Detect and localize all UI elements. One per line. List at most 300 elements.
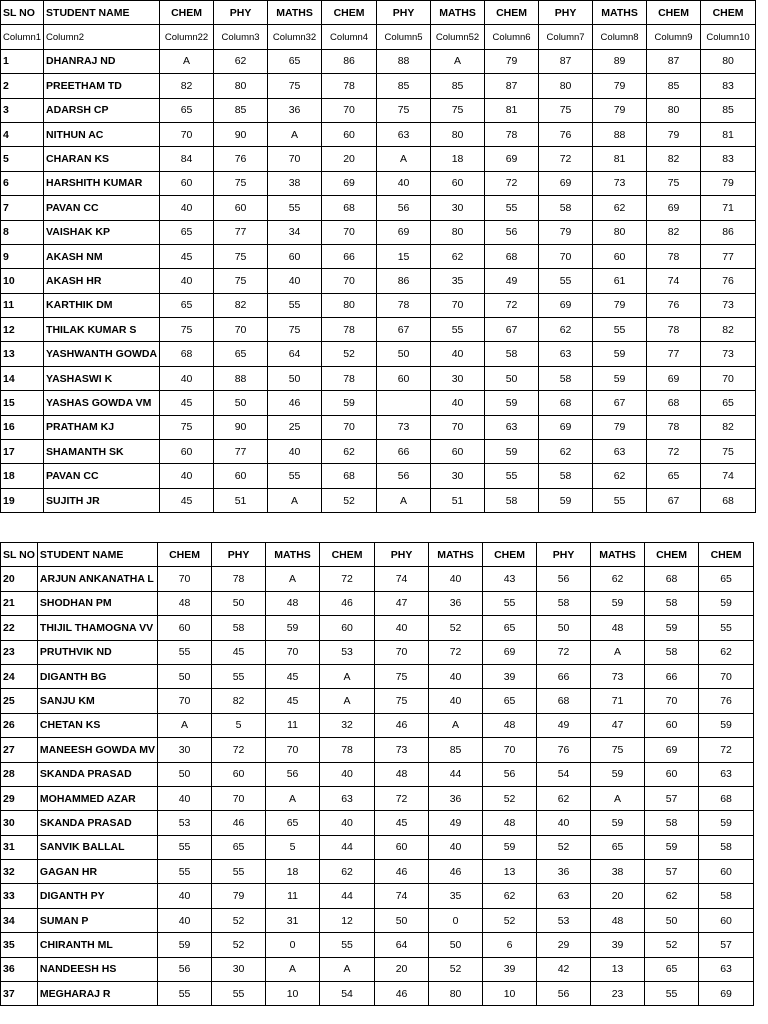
mark-cell: 69 (483, 640, 537, 664)
student-name-cell: CHETAN KS (37, 713, 157, 737)
mark-cell: 68 (160, 342, 214, 366)
mark-cell: 59 (645, 835, 699, 859)
mark-cell (377, 391, 431, 415)
table-row (1, 74, 756, 98)
mark-cell: 78 (320, 738, 375, 762)
mark-cell: 12 (320, 908, 375, 932)
mark-cell: 58 (539, 464, 593, 488)
student-name-cell: HARSHITH KUMAR (44, 171, 160, 195)
mark-cell: 72 (539, 147, 593, 171)
mark-cell: 68 (539, 391, 593, 415)
mark-cell: 46 (375, 982, 429, 1006)
mark-cell: 55 (158, 982, 212, 1006)
subheader-row (1, 25, 756, 49)
mark-cell: 73 (701, 342, 756, 366)
mark-cell: 56 (377, 196, 431, 220)
mark-cell: 74 (647, 269, 701, 293)
table-row (1, 440, 756, 464)
mark-cell: 62 (214, 49, 268, 73)
mark-cell: PHY (537, 543, 591, 567)
mark-cell: 62 (539, 318, 593, 342)
mark-cell: 18 (431, 147, 485, 171)
mark-cell: 80 (593, 220, 647, 244)
sl-no-cell: 6 (1, 171, 44, 195)
mark-cell: 36 (429, 786, 483, 810)
mark-cell: 60 (158, 616, 212, 640)
mark-cell: 74 (375, 884, 429, 908)
mark-cell: Column10 (701, 25, 756, 49)
mark-cell: 55 (158, 860, 212, 884)
mark-cell: Column8 (593, 25, 647, 49)
table-row (1, 786, 754, 810)
mark-cell: 70 (266, 640, 320, 664)
mark-cell: 63 (593, 440, 647, 464)
mark-cell: 48 (483, 713, 537, 737)
mark-cell: 40 (429, 689, 483, 713)
mark-cell: 68 (647, 391, 701, 415)
mark-cell: 70 (645, 689, 699, 713)
mark-cell: 55 (158, 835, 212, 859)
mark-cell: CHEM (485, 1, 539, 25)
mark-cell: 73 (375, 738, 429, 762)
mark-cell: 20 (591, 884, 645, 908)
mark-cell: CHEM (158, 543, 212, 567)
mark-cell: 80 (214, 74, 268, 98)
mark-cell: 56 (485, 220, 539, 244)
mark-cell: 75 (214, 171, 268, 195)
mark-cell: 69 (377, 220, 431, 244)
table-row (1, 366, 756, 390)
mark-cell: 65 (645, 957, 699, 981)
mark-cell: 31 (266, 908, 320, 932)
mark-cell: 48 (591, 908, 645, 932)
mark-cell: 78 (647, 318, 701, 342)
mark-cell: 57 (645, 860, 699, 884)
mark-cell: 70 (322, 98, 377, 122)
mark-cell: 38 (268, 171, 322, 195)
mark-cell: 40 (160, 366, 214, 390)
mark-cell: 62 (645, 884, 699, 908)
mark-cell: 58 (212, 616, 266, 640)
sl-no-cell: 20 (1, 567, 38, 591)
mark-cell: 88 (214, 366, 268, 390)
mark-cell: 72 (320, 567, 375, 591)
mark-cell: 55 (431, 318, 485, 342)
sl-no-cell: 2 (1, 74, 44, 98)
mark-cell: 62 (483, 884, 537, 908)
mark-cell: 66 (377, 440, 431, 464)
table-row (1, 269, 756, 293)
mark-cell: 65 (699, 567, 754, 591)
table-row (1, 908, 754, 932)
student-name-cell: YASHASWI K (44, 366, 160, 390)
mark-cell: 78 (322, 74, 377, 98)
table-row (1, 171, 756, 195)
mark-cell: 72 (212, 738, 266, 762)
mark-cell: 79 (593, 293, 647, 317)
mark-cell: 59 (591, 591, 645, 615)
mark-cell: 51 (214, 488, 268, 512)
mark-cell: 78 (647, 244, 701, 268)
mark-cell: 60 (593, 244, 647, 268)
mark-cell: 80 (647, 98, 701, 122)
student-name-cell: SHODHAN PM (37, 591, 157, 615)
mark-cell: 84 (160, 147, 214, 171)
mark-cell: 68 (699, 786, 754, 810)
mark-cell: 75 (377, 98, 431, 122)
mark-cell: 40 (320, 811, 375, 835)
mark-cell: 13 (591, 957, 645, 981)
sl-no-cell: 29 (1, 786, 38, 810)
student-name-cell: NITHUN AC (44, 122, 160, 146)
mark-cell: CHEM (483, 543, 537, 567)
mark-cell: 29 (537, 933, 591, 957)
mark-cell: 62 (537, 786, 591, 810)
mark-cell: 70 (699, 664, 754, 688)
mark-cell: 25 (268, 415, 322, 439)
mark-cell: 78 (322, 366, 377, 390)
table-row (1, 689, 754, 713)
mark-cell: 58 (539, 366, 593, 390)
mark-cell: 59 (699, 591, 754, 615)
mark-cell: 72 (485, 293, 539, 317)
mark-cell: 55 (268, 196, 322, 220)
student-name-cell: MOHAMMED AZAR (37, 786, 157, 810)
mark-cell: 87 (647, 49, 701, 73)
mark-cell: 63 (539, 342, 593, 366)
mark-cell: 45 (266, 664, 320, 688)
mark-cell: 82 (160, 74, 214, 98)
table-row (1, 591, 754, 615)
mark-cell: 70 (375, 640, 429, 664)
mark-cell: 64 (375, 933, 429, 957)
mark-cell: 68 (485, 244, 539, 268)
mark-cell: 79 (701, 171, 756, 195)
student-name-cell: SANJU KM (37, 689, 157, 713)
mark-cell: 52 (645, 933, 699, 957)
table-row (1, 98, 756, 122)
mark-cell: 59 (699, 713, 754, 737)
table-row (1, 464, 756, 488)
mark-cell: 82 (647, 220, 701, 244)
mark-cell: 68 (322, 464, 377, 488)
mark-cell: 59 (322, 391, 377, 415)
table-row (1, 811, 754, 835)
mark-cell: A (320, 689, 375, 713)
sl-no-cell: 17 (1, 440, 44, 464)
table-row (1, 342, 756, 366)
mark-cell: 40 (160, 269, 214, 293)
mark-cell: 70 (212, 786, 266, 810)
mark-cell: 52 (212, 933, 266, 957)
mark-cell: 82 (701, 415, 756, 439)
mark-cell: 55 (593, 488, 647, 512)
mark-cell: MATHS (268, 1, 322, 25)
mark-cell: 59 (699, 811, 754, 835)
mark-cell: 55 (268, 293, 322, 317)
mark-cell: 59 (485, 391, 539, 415)
table-row (1, 415, 756, 439)
mark-cell: 61 (593, 269, 647, 293)
mark-cell: 71 (701, 196, 756, 220)
mark-cell: 60 (645, 762, 699, 786)
mark-cell: 50 (158, 664, 212, 688)
mark-cell: 40 (377, 171, 431, 195)
mark-cell: 63 (699, 957, 754, 981)
mark-cell: 60 (322, 122, 377, 146)
sl-no-cell: SL NO (1, 543, 38, 567)
student-name-cell: STUDENT NAME (37, 543, 157, 567)
student-name-cell: MEGHARAJ R (37, 982, 157, 1006)
mark-cell: 60 (699, 860, 754, 884)
mark-cell: Column7 (539, 25, 593, 49)
mark-cell: A (377, 488, 431, 512)
mark-cell: 46 (375, 860, 429, 884)
mark-cell: 67 (593, 391, 647, 415)
mark-cell: 82 (647, 147, 701, 171)
sl-no-cell: 36 (1, 957, 38, 981)
mark-cell: 55 (699, 616, 754, 640)
mark-cell: 85 (429, 738, 483, 762)
mark-cell: 75 (160, 318, 214, 342)
mark-cell: 11 (266, 884, 320, 908)
student-name-cell: Column2 (44, 25, 160, 49)
mark-cell: 66 (645, 664, 699, 688)
mark-cell: 15 (377, 244, 431, 268)
mark-cell: 79 (212, 884, 266, 908)
mark-cell: 55 (645, 982, 699, 1006)
mark-cell: 60 (214, 464, 268, 488)
mark-cell: 88 (593, 122, 647, 146)
sl-no-cell: 33 (1, 884, 38, 908)
mark-cell: 35 (429, 884, 483, 908)
mark-cell: 59 (593, 342, 647, 366)
student-name-cell: SKANDA PRASAD (37, 811, 157, 835)
student-name-cell: THILAK KUMAR S (44, 318, 160, 342)
mark-cell: 53 (320, 640, 375, 664)
mark-cell: 80 (539, 74, 593, 98)
mark-cell: 68 (322, 196, 377, 220)
mark-cell: 80 (701, 49, 756, 73)
mark-cell: 75 (701, 440, 756, 464)
mark-cell: MATHS (593, 1, 647, 25)
mark-cell: 83 (701, 74, 756, 98)
mark-cell: 50 (268, 366, 322, 390)
mark-cell: 64 (268, 342, 322, 366)
mark-cell: 58 (699, 835, 754, 859)
mark-cell: 75 (375, 689, 429, 713)
student-name-cell: SUJITH JR (44, 488, 160, 512)
table-row (1, 835, 754, 859)
table-row (1, 196, 756, 220)
mark-cell: 40 (268, 269, 322, 293)
mark-cell: 62 (699, 640, 754, 664)
mark-cell: 59 (158, 933, 212, 957)
mark-cell: 39 (591, 933, 645, 957)
mark-cell: MATHS (431, 1, 485, 25)
mark-cell: 36 (268, 98, 322, 122)
sl-no-cell: 11 (1, 293, 44, 317)
mark-cell: 73 (701, 293, 756, 317)
mark-cell: 52 (537, 835, 591, 859)
mark-cell: 59 (591, 811, 645, 835)
mark-cell: 43 (483, 567, 537, 591)
student-name-cell: CHIRANTH ML (37, 933, 157, 957)
mark-cell: 63 (320, 786, 375, 810)
mark-cell: Column52 (431, 25, 485, 49)
student-name-cell: KARTHIK DM (44, 293, 160, 317)
mark-cell: 69 (539, 171, 593, 195)
mark-cell: 60 (160, 171, 214, 195)
mark-cell: 45 (266, 689, 320, 713)
mark-cell: PHY (539, 1, 593, 25)
mark-cell: 75 (160, 415, 214, 439)
mark-cell: 60 (699, 908, 754, 932)
mark-cell: 30 (431, 196, 485, 220)
table-row (1, 244, 756, 268)
mark-cell: 55 (320, 933, 375, 957)
sl-no-cell: 7 (1, 196, 44, 220)
mark-cell: 76 (699, 689, 754, 713)
student-name-cell: SHAMANTH SK (44, 440, 160, 464)
table-row (1, 293, 756, 317)
mark-cell: 62 (593, 464, 647, 488)
student-name-cell: DIGANTH BG (37, 664, 157, 688)
mark-cell: 40 (431, 342, 485, 366)
mark-cell: MATHS (429, 543, 483, 567)
mark-cell: 75 (647, 171, 701, 195)
table-row (1, 49, 756, 73)
mark-cell: 62 (320, 860, 375, 884)
student-name-cell: AKASH HR (44, 269, 160, 293)
mark-cell: 65 (268, 49, 322, 73)
mark-cell: A (320, 957, 375, 981)
mark-cell: 40 (158, 908, 212, 932)
mark-cell: A (268, 488, 322, 512)
mark-cell: A (266, 957, 320, 981)
mark-cell: 57 (645, 786, 699, 810)
mark-cell: 46 (375, 713, 429, 737)
mark-cell: 52 (429, 616, 483, 640)
student-name-cell: PRATHAM KJ (44, 415, 160, 439)
table-row (1, 982, 754, 1006)
mark-cell: 81 (593, 147, 647, 171)
mark-cell: 60 (431, 171, 485, 195)
mark-cell: 55 (212, 860, 266, 884)
mark-cell: 60 (212, 762, 266, 786)
student-name-cell: DIGANTH PY (37, 884, 157, 908)
student-name-cell: MANEESH GOWDA MV (37, 738, 157, 762)
mark-cell: 76 (701, 269, 756, 293)
mark-cell: 65 (160, 98, 214, 122)
mark-cell: A (266, 567, 320, 591)
mark-cell: 63 (537, 884, 591, 908)
mark-cell: 85 (647, 74, 701, 98)
mark-cell: 69 (645, 738, 699, 762)
mark-cell: 78 (647, 415, 701, 439)
mark-cell: 56 (158, 957, 212, 981)
student-name-cell: PREETHAM TD (44, 74, 160, 98)
mark-cell: 40 (429, 567, 483, 591)
mark-cell: 48 (483, 811, 537, 835)
mark-cell: Column22 (160, 25, 214, 49)
mark-cell: 67 (647, 488, 701, 512)
mark-cell: 82 (212, 689, 266, 713)
mark-cell: 30 (431, 464, 485, 488)
mark-cell: 55 (212, 982, 266, 1006)
mark-cell: 47 (591, 713, 645, 737)
mark-cell: 72 (537, 640, 591, 664)
mark-cell: 40 (160, 196, 214, 220)
mark-cell: CHEM (160, 1, 214, 25)
mark-cell: 70 (431, 415, 485, 439)
mark-cell: 39 (483, 664, 537, 688)
student-name-cell: YASHAS GOWDA VM (44, 391, 160, 415)
mark-cell: 70 (266, 738, 320, 762)
student-name-cell: THIJIL THAMOGNA VV (37, 616, 157, 640)
mark-cell: 60 (268, 244, 322, 268)
mark-cell: 50 (158, 762, 212, 786)
mark-cell: 75 (214, 244, 268, 268)
header-row (1, 1, 756, 25)
mark-cell: 63 (699, 762, 754, 786)
mark-cell: 52 (322, 342, 377, 366)
mark-cell: 71 (591, 689, 645, 713)
mark-cell: 65 (214, 342, 268, 366)
student-name-cell: VAISHAK KP (44, 220, 160, 244)
mark-cell: 86 (322, 49, 377, 73)
mark-cell: 69 (699, 982, 754, 1006)
mark-cell: 60 (645, 713, 699, 737)
mark-cell: 5 (266, 835, 320, 859)
sl-no-cell: 13 (1, 342, 44, 366)
table-row (1, 713, 754, 737)
mark-cell: 51 (431, 488, 485, 512)
mark-cell: 69 (647, 366, 701, 390)
mark-cell: Column9 (647, 25, 701, 49)
mark-cell: 46 (320, 591, 375, 615)
mark-cell: 50 (214, 391, 268, 415)
sl-no-cell: 28 (1, 762, 38, 786)
mark-cell: 58 (645, 591, 699, 615)
mark-cell: 82 (214, 293, 268, 317)
mark-cell: 70 (701, 366, 756, 390)
mark-cell: 44 (320, 835, 375, 859)
sl-no-cell: SL NO (1, 1, 44, 25)
mark-cell: 59 (485, 440, 539, 464)
sl-no-cell: 19 (1, 488, 44, 512)
sl-no-cell: 9 (1, 244, 44, 268)
mark-cell: PHY (377, 1, 431, 25)
mark-cell: 48 (266, 591, 320, 615)
table-row (1, 664, 754, 688)
student-name-cell: NANDEESH HS (37, 957, 157, 981)
mark-cell: 66 (322, 244, 377, 268)
mark-cell: 50 (645, 908, 699, 932)
mark-cell: 46 (212, 811, 266, 835)
mark-cell: 60 (431, 440, 485, 464)
sl-no-cell: 31 (1, 835, 38, 859)
sl-no-cell: 12 (1, 318, 44, 342)
mark-cell: 65 (701, 391, 756, 415)
mark-cell: 81 (701, 122, 756, 146)
mark-cell: 52 (483, 786, 537, 810)
mark-cell: 85 (701, 98, 756, 122)
mark-cell: 81 (485, 98, 539, 122)
mark-cell: A (320, 664, 375, 688)
mark-cell: Column4 (322, 25, 377, 49)
mark-cell: 73 (591, 664, 645, 688)
